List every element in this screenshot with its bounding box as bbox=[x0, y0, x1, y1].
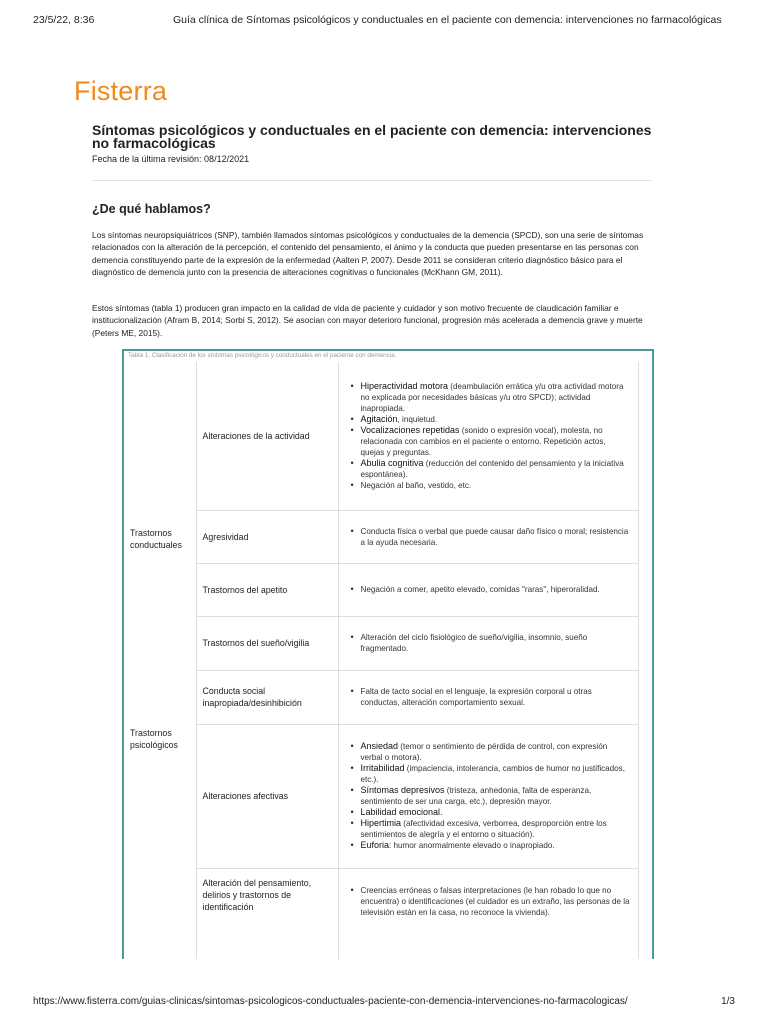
symptom-desc: (afectividad excesiva, verborrea, desproporción entre los sentimientos de alegría y el entorno o situación). bbox=[360, 819, 607, 839]
section-heading: ¿De qué hablamos? bbox=[92, 202, 211, 216]
symptom-desc: Negación a comer, apetito elevado, comidas "raras", hiperoralidad. bbox=[360, 585, 600, 594]
symptom-desc: (tristeza, anhedonia, falta de esperanza, sentimiento de ser una carga, etc.), depresión mayor. bbox=[360, 786, 592, 806]
category-cell bbox=[124, 670, 196, 724]
print-datetime: 23/5/22, 8:36 bbox=[33, 14, 95, 26]
symptom-list bbox=[345, 526, 632, 548]
page-url[interactable]: https://www.fisterra.com/guias-clinicas/sintomas-psicologicos-conductuales-paciente-con-demencia-intervenciones-no-farmacologicas/ bbox=[33, 996, 628, 1007]
subcategory-cell: Alteraciones afectivas bbox=[196, 724, 338, 868]
fisterra-logo[interactable]: Fisterra bbox=[74, 76, 168, 106]
symptom-desc: (deambulación errática y/u otra actividad motora no explicada por necesidades básicas y/u otro SPCD); actividad inapropiada. bbox=[360, 381, 624, 413]
symptom-list bbox=[345, 632, 632, 654]
symptom-desc: Creencias erróneas o falsas interpretaciones (le han robado lo que no encuentra) o identificaciones (el cuidador es un extraño, las personas de la televisión están en la casa, no reconoce la vivienda). bbox=[360, 885, 630, 917]
list-item bbox=[361, 381, 632, 414]
symptom-desc: (sonido o expresión vocal), molesta, no relacionada con cambios en el paciente o entorno. Repetición actos, quejas y preguntas. bbox=[360, 425, 606, 457]
list-item bbox=[361, 632, 632, 654]
list-item bbox=[361, 686, 632, 708]
subcategory-cell: Alteraciones de la actividad bbox=[196, 362, 338, 510]
symptom-list bbox=[345, 686, 632, 708]
list-item bbox=[361, 584, 632, 595]
symptom-term: Euforia bbox=[360, 840, 390, 850]
list-item bbox=[361, 885, 632, 918]
subcategory-cell: Agresividad bbox=[196, 510, 338, 563]
symptom-term: Hiperactividad motora bbox=[360, 380, 449, 391]
symptom-term: Hipertimia bbox=[360, 818, 402, 828]
list-item bbox=[361, 840, 632, 851]
symptom-desc: (reducción del contenido del pensamiento y la iniciativa espontánea). bbox=[360, 458, 624, 479]
divider bbox=[92, 180, 652, 181]
subcategory-cell: Trastornos del apetito bbox=[196, 563, 338, 616]
category-label: Trastornos psicológicos bbox=[130, 728, 178, 750]
subcategory-cell: Conducta social inapropiada/desinhibición bbox=[196, 670, 338, 724]
symptom-term: Abulia cognitiva bbox=[360, 457, 424, 468]
category-label: Trastornos conductuales bbox=[130, 528, 182, 550]
subcategory-cell: Alteración del pensamiento, delirios y trastornos de identificación bbox=[196, 868, 338, 959]
symptoms-cell bbox=[338, 670, 638, 724]
symptoms-cell bbox=[338, 724, 638, 868]
article-title: Síntomas psicológicos y conductuales en el paciente con demencia: intervenciones no farmacológicas bbox=[92, 122, 652, 151]
list-item bbox=[361, 785, 632, 807]
paragraph-1: Los síntomas neuropsiquiátricos (SNP), también llamados síntomas psicológicos y conductuales de la demencia (SPCD), son una serie de síntomas relacionados con la alteración de la percepción, el contenido del pensamiento, el ánimo y la conducta que pueden presentarse en las personas con demencia constituyendo parte de la expresión de la enfermedad (Aalten P, 2007). Desde 2011 se consideran criterio diagnóstico básico para el diagnóstico de demencia junto con la presencia de alteraciones cognitivas o funcionales (McKhann GM, 2011). bbox=[92, 230, 644, 278]
table-row bbox=[124, 670, 652, 724]
symptom-list bbox=[345, 885, 632, 918]
symptom-desc: : humor anormalmente elevado o inapropiado. bbox=[389, 841, 555, 850]
list-item bbox=[361, 741, 632, 763]
print-header bbox=[33, 14, 735, 30]
symptoms-cell bbox=[338, 563, 638, 616]
list-item bbox=[361, 807, 632, 818]
print-document-title: Guía clínica de Síntomas psicológicos y conductuales en el paciente con demencia: intervenciones no farmacológicas bbox=[173, 14, 722, 26]
symptom-list bbox=[345, 741, 632, 851]
symptom-term: Agitación bbox=[360, 413, 398, 424]
symptom-table bbox=[124, 362, 652, 959]
symptom-desc: (temor o sentimiento de pérdida de control, con expresión verbal o motora). bbox=[360, 742, 608, 762]
symptom-desc: Falta de tacto social en el lenguaje, la expresión corporal u otras conductas, alteración comportamiento sexual. bbox=[360, 687, 592, 707]
category-cell bbox=[124, 362, 196, 670]
symptom-desc: Conducta física o verbal que puede causar daño físico o moral; resistencia a la ayuda necesaria. bbox=[360, 526, 629, 547]
table-row bbox=[124, 362, 652, 510]
symptom-list bbox=[345, 584, 632, 595]
list-item bbox=[361, 818, 632, 840]
symptom-term: Labilidad emocional. bbox=[360, 807, 443, 817]
symptom-desc: , inquietud. bbox=[397, 414, 438, 424]
symptoms-cell bbox=[338, 616, 638, 670]
list-item bbox=[361, 763, 632, 785]
symptom-term: Irritabilidad bbox=[360, 763, 405, 773]
table-row bbox=[124, 563, 652, 616]
list-item bbox=[361, 414, 632, 425]
symptom-term: Vocalizaciones repetidas bbox=[360, 424, 460, 435]
list-item bbox=[361, 526, 632, 548]
page-number: 1/3 bbox=[721, 996, 735, 1007]
print-footer bbox=[33, 996, 735, 1010]
subcategory-cell: Trastornos del sueño/vigilia bbox=[196, 616, 338, 670]
symptom-list bbox=[345, 381, 632, 491]
symptom-desc: Alteración del ciclo fisiológico de sueño/vigilia, insomnio, sueño fragmentado. bbox=[360, 633, 588, 653]
list-item bbox=[361, 425, 632, 458]
category-cell bbox=[124, 724, 196, 959]
symptoms-cell bbox=[338, 510, 638, 563]
table-caption: Tabla 1. Clasificación de los síntomas psicológicos y conductuales en el paciente con demencia. bbox=[128, 352, 397, 359]
symptom-term: Ansiedad bbox=[360, 741, 399, 751]
revision-date: Fecha de la última revisión: 08/12/2021 bbox=[92, 154, 250, 164]
table-row bbox=[124, 616, 652, 670]
table-row bbox=[124, 510, 652, 563]
symptoms-cell bbox=[338, 868, 638, 959]
symptom-desc: (impaciencia, intolerancia, cambios de humor no justificados, etc.). bbox=[360, 764, 625, 784]
symptoms-cell bbox=[338, 362, 638, 510]
list-item bbox=[361, 480, 632, 491]
classification-table bbox=[122, 349, 654, 959]
symptom-desc: Negación al baño, vestido, etc. bbox=[360, 480, 472, 490]
table-row bbox=[124, 868, 652, 959]
paragraph-2: Estos síntomas (tabla 1) producen gran impacto en la calidad de vida de paciente y cuidador y son motivo frecuente de claudicación familiar e institucionalización (Afram B, 2014; Sorbi S, 2012). Se asocian con mayor deterioro funcional, progresión más acelerada a demencia grave y muerte (Peters ME, 2015). bbox=[92, 303, 643, 338]
symptom-term: Síntomas depresivos bbox=[360, 785, 445, 795]
list-item bbox=[361, 458, 632, 480]
table-row bbox=[124, 724, 652, 868]
